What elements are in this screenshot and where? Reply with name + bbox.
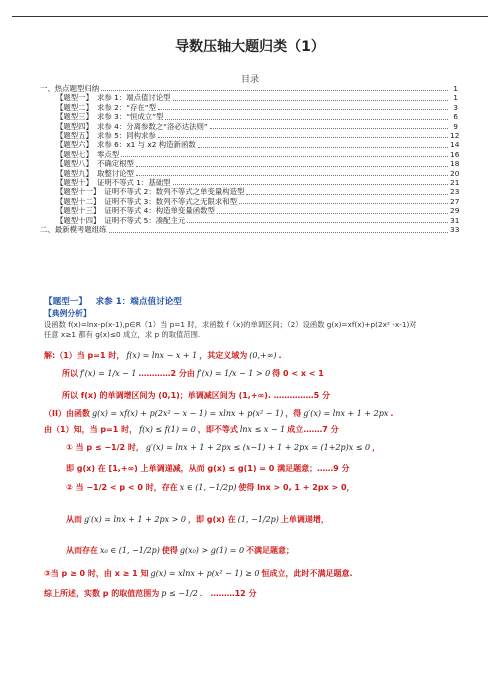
toc-leader xyxy=(158,137,448,138)
toc-leader xyxy=(121,156,448,157)
toc-item-text: 证明不等式 1：基础型 xyxy=(96,178,171,188)
toc-item[interactable] xyxy=(40,112,458,121)
toc-item-text: 求参 3：“恒成立”型 xyxy=(96,112,164,122)
toc-item[interactable] xyxy=(40,169,458,178)
toc-item[interactable] xyxy=(40,84,458,93)
toc-item[interactable] xyxy=(40,140,458,149)
math-expression: g′(x) = lnx + 1 + 2px xyxy=(303,409,389,418)
toc-item-text: 证明不等式 5：凑配主元 xyxy=(104,215,186,225)
toc-leader xyxy=(198,147,448,148)
solution-line xyxy=(44,350,282,361)
toc-page-number: 1 xyxy=(453,93,458,103)
toc-item[interactable] xyxy=(40,122,458,131)
solution-text: 由（1）知，当 p=1 时， xyxy=(44,425,138,434)
toc-item-text: 证明不等式 3：数列不等式之无限求和型 xyxy=(104,196,238,206)
toc-page-number: 6 xyxy=(453,112,458,122)
solution-text: ① 当 p ≤ −1/2 时， xyxy=(66,443,144,452)
toc-item[interactable] xyxy=(40,131,458,140)
toc-item[interactable] xyxy=(40,93,458,102)
toc-leader xyxy=(136,175,448,176)
toc-item-tag: 【题型六】 xyxy=(56,140,93,150)
toc-item-text: 求参 1：端点值讨论型 xyxy=(96,93,171,103)
toc-item-text: 求参 4：分离参数之“洛必达法则” xyxy=(96,121,208,131)
solution-text: 从而 xyxy=(66,515,82,524)
toc-page-number: 20 xyxy=(450,168,460,178)
math-expression: (1, −1/2p) xyxy=(237,515,279,524)
toc-item-tag: 【题型十一】 xyxy=(56,187,101,197)
solution-text: ，其定义域为 xyxy=(199,351,248,360)
toc-leader xyxy=(217,213,448,214)
toc-page-number: 3 xyxy=(453,102,458,112)
solution-text: （II）由函数 xyxy=(44,409,90,418)
solution-line xyxy=(62,368,324,379)
toc-page-number: 14 xyxy=(450,140,460,150)
header-rule xyxy=(12,16,488,17)
toc-item-tag: 【题型四】 xyxy=(56,121,93,131)
toc-leader xyxy=(158,109,448,110)
toc-leader xyxy=(101,90,448,91)
toc-item[interactable] xyxy=(40,197,458,206)
math-expression: x ∈ (1, −1/2p) xyxy=(179,483,237,492)
solution-text: ． ………12 分 xyxy=(199,589,257,598)
solution-line xyxy=(66,482,355,493)
toc-item-text: 求参 2：“存在”型 xyxy=(96,102,157,112)
toc-leader xyxy=(173,184,448,185)
toc-item-tag: 【题型十】 xyxy=(56,178,93,188)
problem-statement xyxy=(44,320,474,340)
toc-item-text: 取整讨论型 xyxy=(96,168,134,178)
solution-text: …………2 分由 xyxy=(138,369,195,378)
solution-line xyxy=(66,545,294,556)
toc-item-tag: 【题型十二】 xyxy=(56,196,101,206)
solution-text: 即 g(x) 在 [1,+∞) 上单调递减，从而 g(x) ≤ g(1) = 0 满足题意；……9 分 xyxy=(66,464,350,473)
solution-text: . xyxy=(390,409,394,418)
solution-text: ，即 g(x) 在 xyxy=(187,515,236,524)
solution-text: 从而存在 xyxy=(66,546,98,555)
solution-text: ， xyxy=(372,443,381,452)
toc-page-number: 16 xyxy=(450,149,460,159)
section-heading xyxy=(44,295,474,307)
solution-line xyxy=(44,408,393,419)
toc-page-number: 21 xyxy=(450,178,460,188)
toc-leader xyxy=(210,128,448,129)
toc-item-tag: 【题型七】 xyxy=(56,149,93,159)
math-expression: g(x₀) > g(1) = 0 xyxy=(179,546,245,555)
page-title: 导数压轴大题归类（1） xyxy=(175,39,325,55)
toc-item-tag: 【题型一】 xyxy=(56,93,93,103)
toc-page-number: 27 xyxy=(450,196,460,206)
toc-page-number: 29 xyxy=(450,206,460,216)
toc-item-tag: 【题型三】 xyxy=(56,112,93,122)
toc-page-number: 1 xyxy=(453,84,458,93)
toc-heading: 目录 xyxy=(240,75,259,85)
solution-text: ，得 xyxy=(285,409,302,418)
toc-item-tag: 【题型十三】 xyxy=(56,206,101,216)
toc-page-number: 9 xyxy=(453,121,458,131)
toc-item-text: 零点型 xyxy=(96,149,120,159)
toc-page-number: 12 xyxy=(450,131,460,141)
toc-item[interactable] xyxy=(40,103,458,112)
solution-line xyxy=(44,424,339,435)
solution-line xyxy=(62,390,330,401)
toc-item-text: 证明不等式 4：构造单变量函数型 xyxy=(104,206,215,216)
math-expression: g(x) = xf(x) + p(2x² − x − 1) = xlnx + p(x² − 1) xyxy=(91,409,284,418)
toc-leader xyxy=(109,232,448,233)
math-expression: f′(x) = 1/x − 1 > 0 xyxy=(196,369,271,378)
toc-item-tag: 【题型二】 xyxy=(56,102,93,112)
toc-leader xyxy=(246,194,448,195)
solution-line xyxy=(44,588,257,599)
toc-page-number: 33 xyxy=(450,225,460,235)
section-tag: 【题型一】 xyxy=(44,297,87,307)
solution-text: ② 当 −1/2 < p < 0 时，存在 xyxy=(66,483,178,492)
toc-leader xyxy=(187,222,448,223)
example-label-row xyxy=(44,308,474,319)
math-expression: p ≤ −1/2 xyxy=(161,589,198,598)
toc-page-number: 23 xyxy=(450,187,460,197)
math-expression: g′(x) = lnx + 1 + 2px ≤ (x−1) + 1 + 2px = (1+2p)x ≤ 0 xyxy=(145,443,371,452)
math-expression: (0,+∞) xyxy=(249,351,277,360)
solution-line xyxy=(66,463,349,474)
toc-item-tag: 【题型八】 xyxy=(56,159,93,169)
solution-line xyxy=(44,568,353,579)
solution-text: 成立.……7 分 xyxy=(287,425,339,434)
toc-leader xyxy=(165,119,448,120)
solution-line xyxy=(66,514,329,525)
table-of-contents xyxy=(40,84,458,235)
toc-item[interactable] xyxy=(40,187,458,196)
solution-text: 使得 lnx > 0, 1 + 2px > 0， xyxy=(238,483,355,492)
toc-item-text: 不确定根型 xyxy=(96,159,134,169)
solution-text: 所以 xyxy=(62,369,78,378)
math-expression: f(x) = lnx − x + 1 xyxy=(126,351,198,360)
solution-text: 所以 f(x) 的单调增区间为 (0,1)；单调减区间为 (1,+∞). ……………5 分 xyxy=(62,391,331,400)
toc-item[interactable] xyxy=(40,159,458,168)
section-title: 求参 1：端点值讨论型 xyxy=(95,297,182,307)
toc-page-number: 18 xyxy=(450,159,460,169)
toc-item[interactable] xyxy=(40,150,458,159)
problem-line-2: 任意 x≥1 都有 g(x)≤0 成立，求 p 的取值范围. xyxy=(44,330,201,339)
toc-item[interactable] xyxy=(40,225,458,234)
toc-item-text: 一、热点题型归纳 xyxy=(40,84,100,93)
solution-text: . xyxy=(278,351,282,360)
toc-item-tag: 【题型五】 xyxy=(56,131,93,141)
toc-leader xyxy=(173,100,448,101)
math-expression: g′(x) = lnx + 1 + 2px > 0 xyxy=(84,515,186,524)
toc-item-tag: 【题型十四】 xyxy=(56,215,101,225)
solution-text: 得 0 < x < 1 xyxy=(272,369,324,378)
solution-text: ，即不等式 xyxy=(197,425,238,434)
solution-text: 恒成立，此时不满足题意. xyxy=(261,569,353,578)
toc-item-text: 证明不等式 2：数列不等式之单变量构造型 xyxy=(104,187,245,197)
toc-page-number: 31 xyxy=(450,215,460,225)
toc-leader xyxy=(136,166,448,167)
problem-line-1: 设函数 f(x)=lnx-p(x-1),p∈R（1）当 p=1 时，求函数 f（x)的单调区间；（2）设函数 g(x)=xf(x)+p(2x² -x-1)对 xyxy=(44,320,417,329)
toc-item[interactable] xyxy=(40,178,458,187)
toc-item-text: 求参 5：同构求参 xyxy=(96,131,156,141)
toc-item-text: 求参 6：x1 与 x2 构造新函数 xyxy=(96,140,196,150)
toc-item-tag: 【题型九】 xyxy=(56,168,93,178)
math-expression: f(x) ≤ f(1) = 0 xyxy=(139,425,196,434)
solution-text: ③当 p ≥ 0 时，由 x ≥ 1 知 xyxy=(44,569,149,578)
example-label: 【典例分析】 xyxy=(44,309,91,318)
solution-text: 综上所述，实数 p 的取值范围为 xyxy=(44,589,160,598)
toc-item[interactable] xyxy=(40,206,458,215)
toc-item[interactable] xyxy=(40,216,458,225)
solution-text: 解:（1）当 p=1 时， xyxy=(44,351,125,360)
math-expression: f′(x) = 1/x − 1 xyxy=(80,369,137,378)
solution-text: 不满足题意； xyxy=(246,546,295,555)
toc-item-text: 二、最新模考题组练 xyxy=(40,225,107,235)
solution-text: 使得 xyxy=(161,546,178,555)
toc-leader xyxy=(239,203,448,204)
solution-text: 上单调递增， xyxy=(280,515,329,524)
solution-line xyxy=(66,442,380,453)
math-expression: x₀ ∈ (1, −1/2p) xyxy=(100,546,160,555)
math-expression: g(x) = xlnx + p(x² − 1) ≥ 0 xyxy=(150,569,260,578)
math-expression: lnx ≤ x − 1 xyxy=(239,425,286,434)
